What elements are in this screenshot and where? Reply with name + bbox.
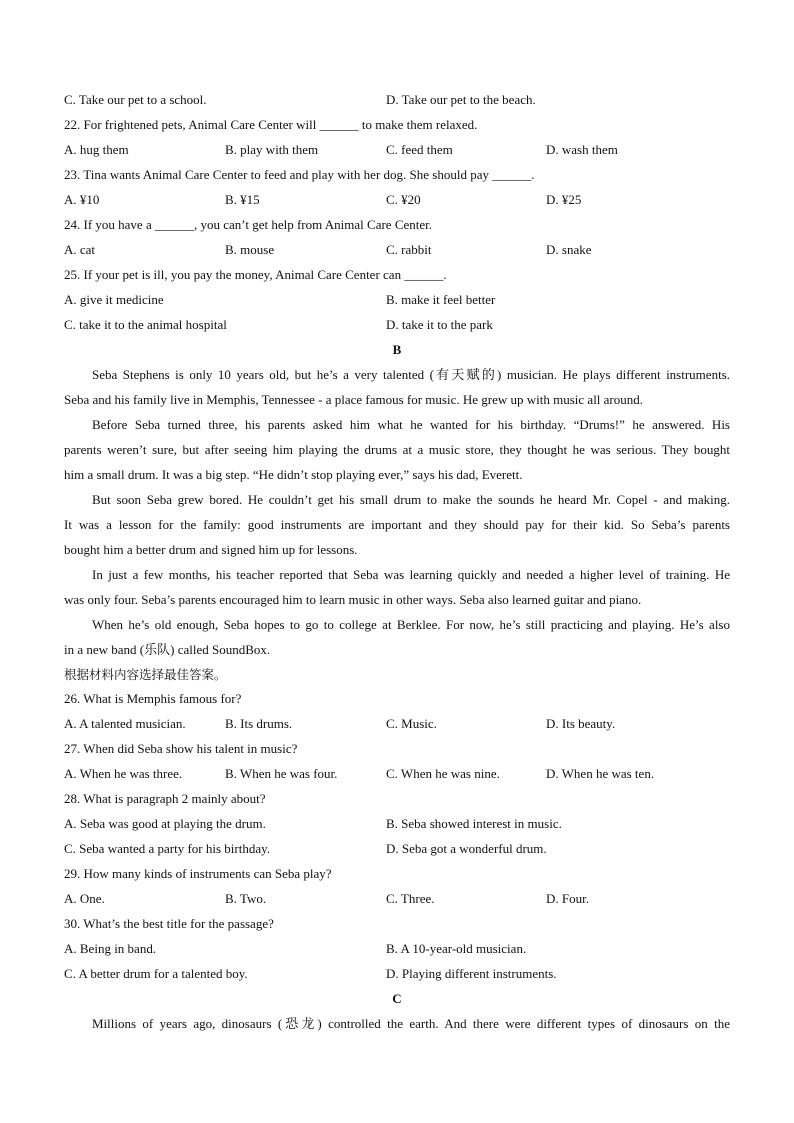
q24-option-d: D. snake (546, 242, 592, 257)
q23-stem: 23. Tina wants Animal Care Center to feed and play with her dog. She should pay ______. (64, 167, 535, 182)
q24-options (64, 237, 730, 262)
q30-option-b: B. A 10-year-old musician. (386, 941, 527, 956)
q25-options-cd (64, 312, 730, 337)
q22-option-d: D. wash them (546, 142, 618, 157)
q26-options (64, 711, 730, 736)
passage-line: was only four. Seba’s parents encouraged him to learn music in other ways. Seba also learned guitar and piano. (64, 592, 642, 607)
q24-stem: 24. If you have a ______, you can’t get help from Animal Care Center. (64, 217, 432, 232)
q27-option-c: C. When he was nine. (386, 766, 500, 781)
q23-option-c: C. ¥20 (386, 192, 421, 207)
q29-option-d: D. Four. (546, 891, 589, 906)
q23-option-d: D. ¥25 (546, 192, 582, 207)
passage-line: Millions of years ago, dinosaurs (恐龙) controlled the earth. And there were different types of dinosaurs on the (92, 1016, 730, 1031)
q25-option-c: C. take it to the animal hospital (64, 317, 227, 332)
q25-option-b: B. make it feel better (386, 292, 496, 307)
q30-stem: 30. What’s the best title for the passage? (64, 916, 274, 931)
section-b-heading: B (392, 342, 402, 357)
q23-options (64, 187, 730, 212)
q28-option-d: D. Seba got a wonderful drum. (386, 841, 547, 856)
passage-b-paragraph-2 (64, 412, 730, 487)
q28-option-a: A. Seba was good at playing the drum. (64, 816, 266, 831)
passage-line: Seba Stephens is only 10 years old, but he’s a very talented (有天赋的) musician. He plays different instruments. (92, 367, 730, 382)
q28-option-b: B. Seba showed interest in music. (386, 816, 562, 831)
q23-option-a: A. ¥10 (64, 192, 100, 207)
q22-option-a: A. hug them (64, 142, 129, 157)
q25-options-ab (64, 287, 730, 312)
q26-option-c: C. Music. (386, 716, 437, 731)
q29-option-b: B. Two. (225, 891, 267, 906)
passage-b-paragraph-4 (64, 562, 730, 612)
q27-option-a: A. When he was three. (64, 766, 183, 781)
q22-options (64, 137, 730, 162)
passage-line: bought him a better drum and signed him up for lessons. (64, 542, 358, 557)
q27-option-b: B. When he was four. (225, 766, 338, 781)
instruction-text: 根据材料内容选择最佳答案。 (64, 667, 227, 682)
q28-options-ab (64, 811, 730, 836)
passage-c-paragraph-1 (64, 1011, 730, 1036)
q30-option-d: D. Playing different instruments. (386, 966, 557, 981)
q24-option-c: C. rabbit (386, 242, 432, 257)
passage-line: Seba and his family live in Memphis, Tennessee - a place famous for music. He grew up with music all around. (64, 392, 644, 407)
passage-line: parents weren’t sure, but after seeing him playing the drums at a music store, they thought he was serious. They bought (64, 442, 730, 457)
passage-line: in a new band (乐队) called SoundBox. (64, 642, 271, 657)
passage-line: In just a few months, his teacher reported that Seba was learning quickly and needed a higher level of training. He (92, 567, 730, 582)
q28-stem: 28. What is paragraph 2 mainly about? (64, 791, 266, 806)
q28-options-cd (64, 836, 730, 861)
q29-stem: 29. How many kinds of instruments can Seba play? (64, 866, 332, 881)
q26-stem: 26. What is Memphis famous for? (64, 691, 242, 706)
section-c-heading: C (392, 991, 402, 1006)
q26-option-b: B. Its drums. (225, 716, 293, 731)
q29-option-c: C. Three. (386, 891, 435, 906)
passage-line: Before Seba turned three, his parents asked him what he wanted for his birthday. “Drums!” he answered. His (92, 417, 730, 432)
passage-line: But soon Seba grew bored. He couldn’t get his small drum to make the sounds he heard Mr. Copel - and making. (92, 492, 730, 507)
q26-option-d: D. Its beauty. (546, 716, 616, 731)
q27-options (64, 761, 730, 786)
q25-option-a: A. give it medicine (64, 292, 164, 307)
passage-b-paragraph-5 (64, 612, 730, 662)
q23-option-b: B. ¥15 (225, 192, 260, 207)
q27-option-d: D. When he was ten. (546, 766, 655, 781)
q24-option-a: A. cat (64, 242, 96, 257)
q30-option-a: A. Being in band. (64, 941, 157, 956)
q21-options (64, 87, 730, 112)
q27-stem: 27. When did Seba show his talent in music? (64, 741, 298, 756)
q22-option-b: B. play with them (225, 142, 319, 157)
passage-b-paragraph-1 (64, 362, 730, 412)
q30-option-c: C. A better drum for a talented boy. (64, 966, 248, 981)
passage-line: When he’s old enough, Seba hopes to go to college at Berklee. For now, he’s still practicing and playing. He’s also (92, 617, 730, 632)
q28-option-c: C. Seba wanted a party for his birthday. (64, 841, 271, 856)
passage-line: It was a lesson for the family: good instruments are important and they should pay for their kid. So Seba’s parents (64, 517, 730, 532)
q30-options-ab (64, 936, 730, 961)
q25-option-d: D. take it to the park (386, 317, 493, 332)
q21-option-d: D. Take our pet to the beach. (386, 92, 536, 107)
passage-line: him a small drum. It was a big step. “He didn’t stop playing ever,” says his dad, Everett. (64, 467, 523, 482)
passage-b-paragraph-3 (64, 487, 730, 562)
q25-stem: 25. If your pet is ill, you pay the money, Animal Care Center can ______. (64, 267, 447, 282)
q21-option-c: C. Take our pet to a school. (64, 92, 207, 107)
q26-option-a: A. A talented musician. (64, 716, 186, 731)
q22-stem: 22. For frightened pets, Animal Care Center will ______ to make them relaxed. (64, 117, 478, 132)
q29-options (64, 886, 730, 911)
q22-option-c: C. feed them (386, 142, 453, 157)
q24-option-b: B. mouse (225, 242, 275, 257)
q30-options-cd (64, 961, 730, 986)
q29-option-a: A. One. (64, 891, 105, 906)
